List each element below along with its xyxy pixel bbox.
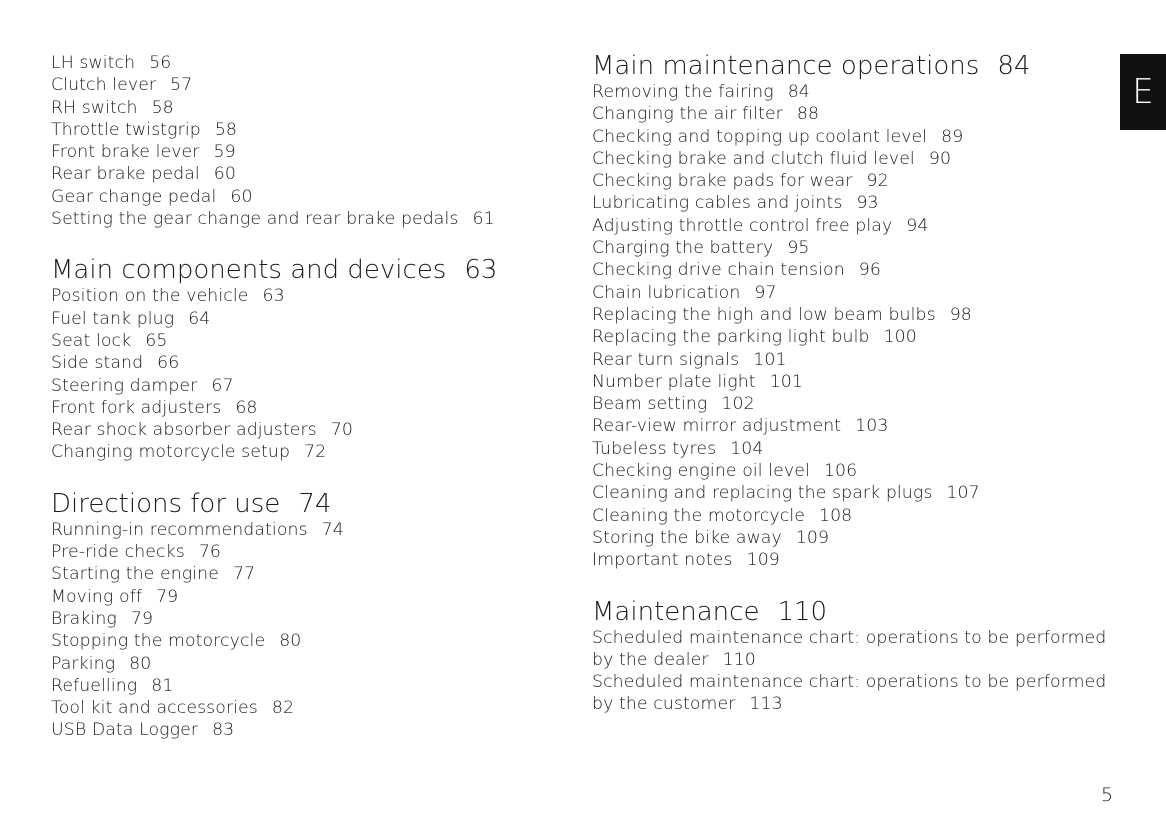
toc-entry-page: 77 (232, 564, 256, 585)
toc-entry (592, 415, 1112, 437)
toc-entry (51, 163, 551, 185)
toc-entry (592, 326, 1112, 348)
toc-entry-title: Charging the battery (592, 238, 774, 259)
toc-entry (592, 549, 1112, 571)
toc-section-title: Maintenance (592, 596, 760, 627)
toc-entry (592, 438, 1112, 460)
toc-entry (592, 237, 1112, 259)
toc-entry-page: 104 (730, 438, 764, 459)
toc-entry (592, 126, 1112, 148)
toc-entry-title: USB Data Logger (51, 720, 199, 741)
toc-entry-page: 88 (796, 104, 820, 125)
toc-entry (51, 697, 551, 719)
toc-section-title: Main components and devices (51, 255, 447, 286)
toc-entry-page: 108 (818, 505, 853, 526)
toc-entry (592, 482, 1112, 504)
toc-entry-page: 68 (235, 397, 258, 418)
toc-entry (51, 675, 551, 697)
toc-entry (51, 308, 551, 330)
toc-entry-page: 74 (321, 519, 344, 540)
toc-entry-title: Clutch lever (51, 75, 157, 96)
toc-entry-title: Checking drive chain tension (592, 260, 845, 281)
toc-section-heading (592, 52, 1112, 80)
toc-entry-page: 109 (746, 550, 780, 571)
toc-entry-page: 107 (946, 483, 980, 504)
toc-entry-title: Removing the fairing (592, 82, 774, 102)
toc-section-heading (51, 256, 551, 284)
toc-entry-page: 67 (211, 375, 234, 396)
toc-entry (592, 460, 1112, 482)
toc-entry (592, 215, 1112, 237)
toc-entry-title: Tool kit and accessories (51, 698, 258, 719)
toc-entry-page: 56 (149, 53, 172, 73)
toc-entry-title: Scheduled maintenance chart: operations to be performed by the customer (592, 672, 1107, 715)
toc-entry (51, 519, 551, 541)
toc-entry-title: Pre-ride checks (51, 542, 185, 563)
toc-entry-title: Seat lock (51, 330, 132, 351)
toc-entry-title: Beam setting (592, 394, 708, 415)
toc-entry-page: 89 (941, 126, 964, 147)
toc-entry (51, 74, 551, 96)
toc-entry (51, 330, 551, 352)
toc-entry (592, 81, 1112, 103)
toc-entry-page: 96 (858, 260, 881, 281)
toc-entry-title: Front fork adjusters (51, 397, 222, 418)
toc-entry-title: Checking engine oil level (592, 461, 810, 482)
toc-right-column (592, 52, 1112, 716)
toc-entry-page: 94 (906, 215, 929, 236)
toc-entry-page: 70 (330, 420, 353, 441)
toc-entry (51, 375, 551, 397)
toc-entry-page: 109 (795, 527, 830, 548)
toc-entry (51, 719, 551, 741)
toc-entry-page: 80 (129, 653, 152, 674)
toc-entry-page: 60 (213, 164, 236, 185)
toc-entry-page: 64 (188, 308, 211, 329)
toc-entry (51, 541, 551, 563)
toc-entry-title: Running-in recommendations (51, 519, 308, 540)
toc-section-title: Directions for use (51, 488, 281, 519)
toc-entry-title: Front brake lever (51, 142, 200, 163)
toc-entry-page: 93 (856, 193, 879, 214)
toc-entry-page: 79 (156, 586, 179, 607)
toc-entry (51, 653, 551, 675)
toc-entry-title: Cleaning the motorcycle (592, 505, 805, 526)
toc-entry-title: Stopping the motorcycle (51, 631, 266, 652)
toc-entry-title: RH switch (51, 97, 138, 118)
toc-entry-title: Rear-view mirror adjustment (592, 416, 842, 437)
toc-entry-title: Steering damper (51, 375, 198, 396)
toc-section-page: 63 (464, 255, 498, 286)
toc-entry (592, 192, 1112, 214)
toc-entry (51, 608, 551, 630)
toc-entry (592, 627, 1112, 672)
toc-entry-title: Replacing the parking light bulb (592, 327, 870, 348)
toc-entry (51, 419, 551, 441)
toc-section-title: Main maintenance operations (592, 51, 980, 81)
toc-entry-page: 66 (157, 353, 180, 374)
toc-entry-page: 65 (145, 330, 168, 351)
toc-entry (51, 352, 551, 374)
toc-entry-page: 100 (883, 327, 917, 348)
toc-intro-list (51, 52, 551, 230)
toc-entry (51, 441, 551, 463)
toc-entry-page: 60 (230, 186, 253, 207)
toc-entry-title: Starting the engine (51, 564, 219, 585)
toc-entry (51, 141, 551, 163)
toc-entry-title: Lubricating cables and joints (592, 193, 843, 214)
toc-entry-title: Refuelling (51, 675, 138, 696)
toc-entry (592, 393, 1112, 415)
toc-entry-title: Moving off (51, 586, 143, 607)
toc-entry-title: Storing the bike away (592, 527, 782, 548)
toc-entry (51, 630, 551, 652)
toc-entry-page: 95 (787, 238, 810, 259)
toc-entry-page: 102 (721, 394, 755, 415)
toc-entry-page: 57 (170, 75, 193, 96)
toc-section-heading (51, 490, 551, 518)
toc-entry-title: LH switch (51, 53, 136, 73)
toc-section-page: 74 (298, 488, 332, 519)
toc-entry-page: 110 (722, 649, 756, 670)
toc-entry-title: Tubeless tyres (592, 438, 717, 459)
toc-entry-page: 76 (198, 542, 222, 563)
toc-entry (51, 397, 551, 419)
page-number: 5 (1101, 784, 1114, 806)
toc-entry-title: Adjusting throttle control free play (592, 215, 893, 236)
toc-entry-title: Rear turn signals (592, 349, 740, 370)
toc-entry-title: Setting the gear change and rear brake pedals (51, 209, 459, 230)
toc-entry-page: 79 (130, 608, 154, 629)
toc-entry-title: Rear shock absorber adjusters (51, 420, 317, 441)
toc-entry-title: Parking (51, 653, 116, 674)
toc-entry-page: 98 (949, 304, 972, 325)
toc-entry (592, 505, 1112, 527)
toc-entry-page: 97 (754, 282, 777, 303)
toc-entry-page: 82 (271, 698, 295, 719)
toc-entry-page: 63 (262, 286, 285, 307)
toc-entry-title: Checking brake pads for wear (592, 171, 853, 192)
toc-entry-title: Replacing the high and low beam bulbs (592, 304, 936, 325)
toc-entry-title: Number plate light (592, 371, 756, 392)
toc-entry-title: Fuel tank plug (51, 308, 175, 329)
toc-entry-title: Gear change pedal (51, 186, 217, 207)
toc-section-heading (592, 598, 1112, 626)
toc-entry-page: 83 (212, 720, 235, 741)
toc-entry-title: Checking and topping up coolant level (592, 126, 928, 147)
toc-entry-page: 106 (823, 461, 858, 482)
toc-entry (51, 563, 551, 585)
toc-entry (51, 208, 551, 230)
toc-entry-page: 58 (214, 119, 238, 140)
toc-entry-title: Braking (51, 608, 117, 629)
toc-entry-title: Important notes (592, 550, 733, 571)
toc-entry-page: 59 (213, 142, 236, 163)
toc-entry (592, 148, 1112, 170)
toc-entry-title: Rear brake pedal (51, 164, 200, 185)
toc-section-page: 84 (997, 51, 1031, 81)
toc-section (592, 52, 1112, 572)
toc-entry (592, 259, 1112, 281)
toc-entry-title: Position on the vehicle (51, 286, 249, 307)
toc-entry (592, 103, 1112, 125)
toc-entry-title: Throttle twistgrip (51, 119, 201, 140)
toc-entry-page: 80 (279, 631, 302, 652)
toc-entry-page: 103 (855, 416, 889, 437)
toc-entry-page: 61 (472, 209, 495, 230)
toc-entry-title: Chain lubrication (592, 282, 741, 303)
toc-entry-title: Checking brake and clutch fluid level (592, 148, 915, 169)
toc-entry-title: Scheduled maintenance chart: operations to be performed by the dealer (592, 627, 1107, 670)
toc-entry-page: 58 (151, 97, 174, 118)
toc-entry-title: Changing the air filter (592, 104, 783, 125)
toc-entry (51, 285, 551, 307)
toc-entry (592, 304, 1112, 326)
toc-entry-title: Changing motorcycle setup (51, 442, 291, 463)
toc-section (51, 256, 551, 463)
toc-entry-page: 84 (787, 82, 810, 102)
toc-entry-title: Side stand (51, 353, 144, 374)
toc-entry (51, 52, 551, 74)
toc-entry-page: 92 (866, 171, 889, 192)
toc-entry-page: 101 (753, 349, 787, 370)
toc-entry-page: 90 (928, 148, 952, 169)
toc-entry-page: 101 (769, 371, 803, 392)
toc-entry (592, 170, 1112, 192)
toc-section-page: 110 (777, 596, 828, 627)
toc-entry-page: 72 (304, 442, 327, 463)
language-tab: E (1120, 54, 1166, 130)
toc-entry (592, 371, 1112, 393)
toc-section (592, 598, 1112, 716)
toc-entry (592, 349, 1112, 371)
toc-entry (51, 186, 551, 208)
toc-entry-page: 113 (749, 694, 783, 715)
toc-section (51, 490, 551, 742)
toc-entry (592, 527, 1112, 549)
toc-entry (51, 97, 551, 119)
toc-entry (51, 586, 551, 608)
toc-left-sections (51, 256, 551, 741)
toc-entry (592, 671, 1112, 716)
toc-left-column (51, 52, 551, 742)
toc-right-sections (592, 52, 1112, 716)
toc-entry (592, 282, 1112, 304)
toc-entry (51, 119, 551, 141)
toc-entry-page: 81 (151, 675, 174, 696)
toc-entry-title: Cleaning and replacing the spark plugs (592, 483, 933, 504)
